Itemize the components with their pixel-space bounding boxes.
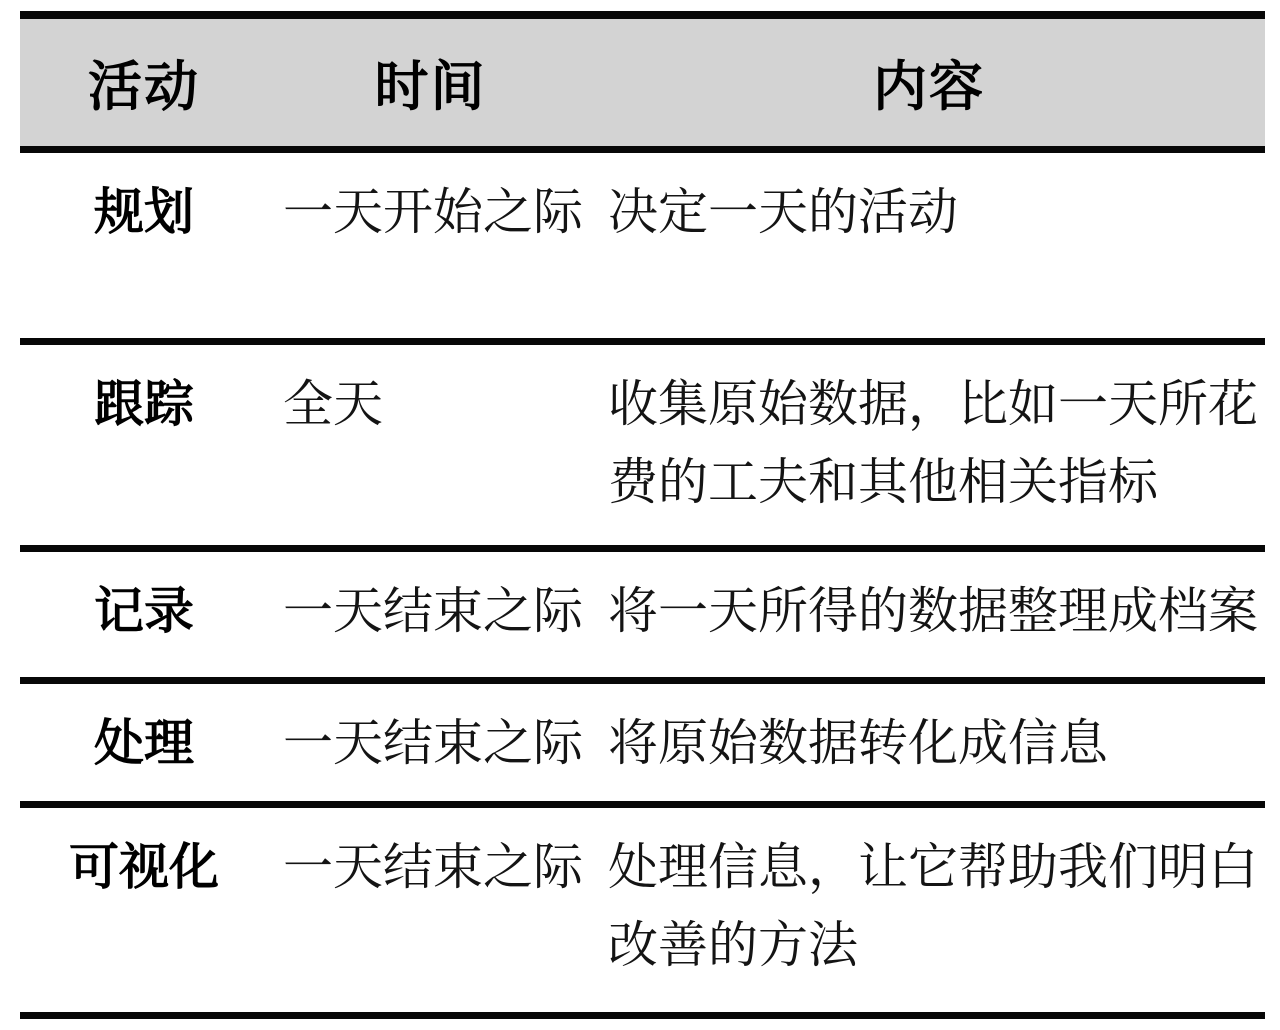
table-row [20, 684, 1265, 801]
activity-schedule-table [20, 11, 1265, 1019]
cell-time: 一天结束之际 [283, 839, 583, 895]
cell-activity: 规划 [94, 184, 194, 240]
cell-activity: 处理 [94, 715, 194, 771]
row-separator-rule [20, 338, 1265, 345]
header-bottom-rule [20, 146, 1265, 153]
table-bottom-rule [20, 1012, 1265, 1019]
cell-content: 收集原始数据，比如一天所花费的工夫和其他相关指标 [608, 376, 1258, 510]
table-row [20, 153, 1265, 338]
cell-activity: 可视化 [69, 839, 219, 895]
table-header-row [20, 19, 1265, 146]
cell-activity: 记录 [94, 583, 194, 639]
row-separator-rule [20, 801, 1265, 808]
cell-content: 将原始数据转化成信息 [608, 715, 1108, 771]
cell-activity: 跟踪 [94, 376, 194, 432]
cell-content: 处理信息，让它帮助我们明白改善的方法 [608, 839, 1258, 973]
table-row [20, 552, 1265, 677]
column-header-content: 内容 [873, 57, 985, 117]
cell-time: 一天结束之际 [283, 715, 583, 771]
table-top-rule [20, 11, 1265, 19]
table-row [20, 808, 1265, 1012]
cell-time: 全天 [283, 376, 383, 432]
column-header-activity: 活动 [88, 57, 200, 117]
cell-time: 一天开始之际 [283, 184, 583, 240]
row-separator-rule [20, 677, 1265, 684]
cell-time: 一天结束之际 [283, 583, 583, 639]
column-header-time: 时间 [374, 57, 487, 117]
row-separator-rule [20, 545, 1265, 552]
table-row [20, 345, 1265, 545]
cell-content: 将一天所得的数据整理成档案 [608, 583, 1258, 639]
cell-content: 决定一天的活动 [608, 184, 958, 240]
